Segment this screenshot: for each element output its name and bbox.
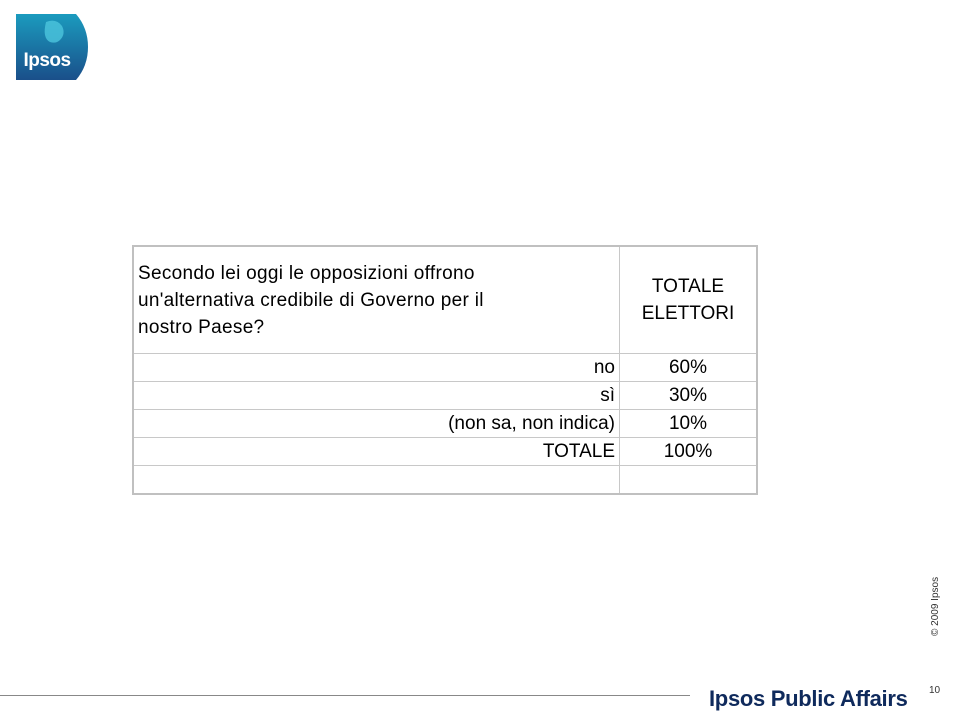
table-row [133,438,757,466]
copyright-text: © 2009 Ipsos [930,576,941,636]
row-value: 100% [620,438,758,466]
question-line: Secondo lei oggi le opposizioni offrono [138,262,475,284]
empty-row [133,466,757,495]
column-header-line: ELETTORI [641,303,735,324]
row-value: 60% [620,354,758,382]
question-cell [133,246,620,354]
footer-divider [0,695,690,696]
row-label: TOTALE [133,438,620,466]
row-label: sì [133,382,620,410]
row-value: 30% [620,382,758,410]
table-row [133,354,757,382]
table-row [133,382,757,410]
table-row [133,410,757,438]
survey-table [132,245,758,495]
column-header-line: TOTALE [651,276,725,297]
logo-text: Ipsos [23,50,71,71]
row-label: no [133,354,620,382]
column-header-totale-elettori [620,246,758,354]
empty-cell [620,466,758,495]
empty-cell [133,466,620,495]
page-number: 10 [929,685,941,696]
question-line: nostro Paese? [138,316,265,338]
ipsos-logo [16,14,88,80]
row-label: (non sa, non indica) [133,410,620,438]
question-line: un'alternativa credibile di Governo per il [138,289,484,311]
table-header-row [133,246,757,354]
row-value: 10% [620,410,758,438]
brand-text: Ipsos Public Affairs [709,686,908,711]
